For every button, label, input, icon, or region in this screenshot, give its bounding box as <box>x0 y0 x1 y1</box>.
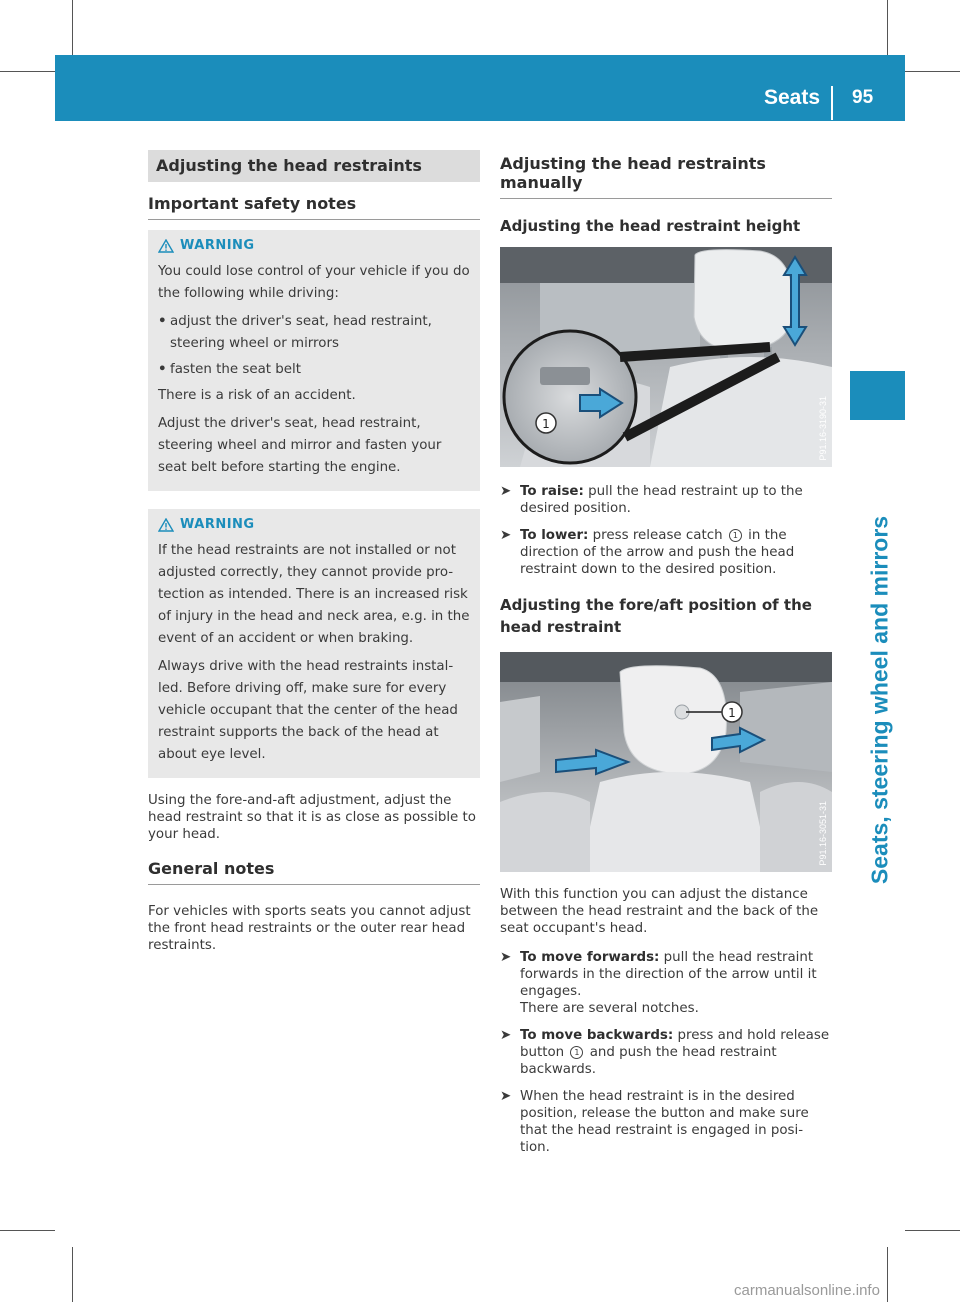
step-arrow-icon: ➤ <box>500 484 512 499</box>
instruction-step <box>500 483 832 517</box>
crop-mark <box>887 0 888 55</box>
crop-mark <box>72 1247 73 1302</box>
step-text: and push the head restraint backwards. <box>520 1045 777 1077</box>
watermark: carmanualsonline.info <box>734 1282 880 1299</box>
car-interior-illustration <box>500 652 832 872</box>
general-notes-heading: General notes <box>148 859 480 885</box>
side-tab-marker <box>850 371 905 420</box>
warning-advice: Adjust the driver's seat, head restraint, steering wheel and mirror and fasten your seat belt before starting the engine. <box>158 416 442 475</box>
general-notes-text: For vehicles with sports seats you cannot adjust the front head restraints or the outer rear head restraints. <box>148 904 471 953</box>
instruction-step <box>500 527 832 578</box>
page-number: 95 <box>852 87 874 108</box>
step-arrow-icon: ➤ <box>500 950 512 965</box>
warning-triangle-icon <box>158 518 174 532</box>
head-restraint-height-photo <box>500 247 832 467</box>
crop-mark <box>887 1247 888 1302</box>
step-text: press and hold release button <box>520 1028 830 1060</box>
warning-bullet: • adjust the driver's seat, head restraint, steering wheel or mirrors <box>158 311 470 355</box>
photo-code: P91.16-3190-31 <box>818 396 828 461</box>
step-arrow-icon: ➤ <box>500 1089 512 1104</box>
left-column <box>148 150 480 960</box>
manual-heading: Adjusting the head restraints manually <box>500 150 832 199</box>
warning-box <box>148 230 480 491</box>
photo-code: P91.16-3051-31 <box>818 801 828 866</box>
step-text: pull the head restraint forwards in the direction of the arrow until it engages. <box>520 950 817 999</box>
warning-bullet-text: fasten the seat belt <box>170 362 301 377</box>
step-arrow-icon: ➤ <box>500 1028 512 1043</box>
callout-marker: 1 <box>729 529 742 542</box>
step-text: pull the head restraint up to the desired position. <box>520 484 803 516</box>
warning-risk: There is a risk of an accident. <box>158 388 356 403</box>
callout-1: 1 <box>728 706 736 720</box>
header-section-title: Seats <box>764 86 821 109</box>
warning-advice: Always drive with the head restraints instal- led. Before driving off, make sure for every vehicle occupant that the center of the head restraint supports the back of the head at about eye level. <box>158 659 458 762</box>
height-heading: Adjusting the head restraint height <box>500 217 801 235</box>
step-text: in the direction of the arrow and push the head restraint down to the desired position. <box>520 528 795 577</box>
instruction-step <box>500 1088 832 1156</box>
warning-triangle-icon <box>158 239 174 253</box>
warning-bullet: • fasten the seat belt <box>158 359 470 381</box>
warning-label: WARNING <box>180 238 255 253</box>
crop-mark <box>905 1230 960 1231</box>
step-label: To lower: <box>520 528 589 543</box>
step-arrow-icon: ➤ <box>500 528 512 543</box>
section-title: Adjusting the head restraints <box>148 150 480 182</box>
step-label: To move forwards: <box>520 950 660 965</box>
warning-text: If the head restraints are not installed or not adjusted correctly, they cannot provide pro- tection as intended. There is an increased risk of injury in the head and neck area, e.g. in the event of an accident or when braking. <box>158 543 470 646</box>
warning-label: WARNING <box>180 517 255 532</box>
callout-1: 1 <box>542 417 550 431</box>
crop-mark <box>0 71 55 72</box>
crop-mark <box>905 71 960 72</box>
header-divider <box>831 86 833 120</box>
safety-heading: Important safety notes <box>148 194 480 220</box>
head-restraint-fore-aft-photo <box>500 652 832 872</box>
step-note: There are several notches. <box>520 1001 699 1016</box>
fore-aft-paragraph: Using the fore-and-aft adjustment, adjust the head restraint so that it is as close as possible to your head. <box>148 793 476 842</box>
warning-box <box>148 509 480 778</box>
step-text: When the head restraint is in the desired position, release the button and make sure that the head restraint is engaged in posi- tion. <box>520 1089 809 1155</box>
fore-aft-heading: Adjusting the fore/aft position of the head restraint <box>500 596 812 636</box>
warning-header <box>158 517 470 532</box>
warning-bullet-text: adjust the driver's seat, head restraint, steering wheel or mirrors <box>170 314 432 351</box>
right-column <box>500 150 832 1166</box>
warning-header <box>158 238 470 253</box>
car-interior-illustration <box>500 247 832 467</box>
distance-paragraph: With this function you can adjust the distance between the head restraint and the back of the seat occupant's head. <box>500 887 819 936</box>
step-label: To raise: <box>520 484 584 499</box>
side-tab-label: Seats, steering wheel and mirrors <box>866 515 893 885</box>
instruction-step <box>500 1027 832 1078</box>
warning-intro: You could lose control of your vehicle if you do the following while driving: <box>158 264 470 301</box>
instruction-step <box>500 949 832 1017</box>
step-text: press release catch <box>588 528 727 543</box>
step-label: To move backwards: <box>520 1028 674 1043</box>
crop-mark <box>0 1230 55 1231</box>
callout-marker: 1 <box>570 1046 583 1059</box>
crop-mark <box>72 0 73 55</box>
